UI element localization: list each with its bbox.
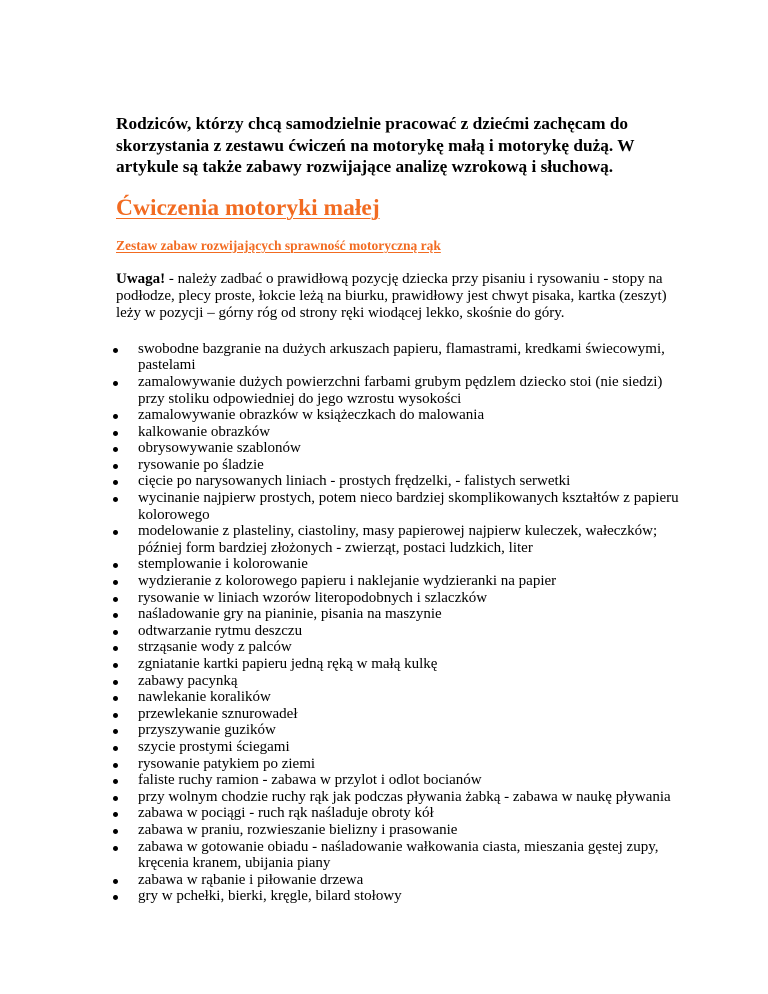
list-item (116, 590, 688, 607)
list-item (116, 656, 688, 673)
list-item-text: naśladowanie gry na pianinie, pisania na maszynie (138, 606, 442, 623)
list-item (116, 440, 688, 457)
list-item-text: przyszywanie guzików (138, 722, 276, 739)
bullet-icon (113, 812, 118, 817)
list-item (116, 888, 688, 905)
list-item-text: faliste ruchy ramion - zabawa w przylot i odlot bocianów (138, 772, 482, 789)
list-item (116, 523, 688, 556)
list-item-text: nawlekanie koralików (138, 689, 271, 706)
list-item (116, 722, 688, 739)
bullet-icon (113, 663, 118, 668)
list-item-text: przy wolnym chodzie ruchy rąk jak podczas pływania żabką - zabawa w naukę pływania (138, 788, 671, 805)
section-heading-link[interactable]: Ćwiczenia motoryki małej (116, 194, 380, 221)
bullet-icon (113, 563, 118, 568)
list-item-text: strząsanie wody z palców (138, 639, 292, 656)
list-item-text: modelowanie z plasteliny, ciastoliny, masy papierowej najpierw kuleczek, wałeczków; później form bardziej złożonych - zwierząt, postaci ludzkich, liter (138, 523, 658, 556)
bullet-icon (113, 348, 118, 353)
bullet-icon (113, 464, 118, 469)
bullet-icon (113, 597, 118, 602)
exercise-list (116, 341, 688, 905)
list-item-text: stemplowanie i kolorowanie (138, 556, 308, 573)
bullet-icon (113, 713, 118, 718)
bullet-icon (113, 646, 118, 651)
warning-label: Uwaga! (116, 270, 166, 287)
list-item-text: zabawa w rąbanie i piłowanie drzewa (138, 871, 364, 888)
bullet-icon (113, 680, 118, 685)
list-item (116, 789, 688, 806)
list-item (116, 639, 688, 656)
list-item (116, 341, 688, 374)
subsection-heading-link[interactable]: Zestaw zabaw rozwijających sprawność motoryczną rąk (116, 237, 441, 253)
warning-text: - należy zadbać o prawidłową pozycję dziecka przy pisaniu i rysowaniu - stopy na podłodze, plecy proste, łokcie leżą na biurku, prawidłowy jest chwyt pisaka, kartka (zeszyt) leży w pozycji – górny róg od strony ręki wiodącej lekko, skośnie do góry. (116, 270, 667, 322)
list-item-text: odtwarzanie rytmu deszczu (138, 622, 303, 639)
list-item (116, 706, 688, 723)
bullet-icon (113, 447, 118, 452)
list-item-text: wydzieranie z kolorowego papieru i naklejanie wydzieranki na papier (138, 573, 557, 590)
list-item (116, 872, 688, 889)
bullet-icon (113, 729, 118, 734)
bullet-icon (113, 696, 118, 701)
intro-paragraph: Rodziców, którzy chcą samodzielnie pracować z dziećmi zachęcam do skorzystania z zestawu ćwiczeń na motorykę małą i motorykę dużą. W artykule są także zabawy rozwijające analizę wzrokową i słuchową. (116, 114, 635, 176)
bullet-icon (113, 763, 118, 768)
bullet-icon (113, 846, 118, 851)
list-item-text: zgniatanie kartki papieru jedną ręką w małą kulkę (138, 656, 438, 672)
warning-paragraph (116, 271, 688, 323)
bullet-icon (113, 414, 118, 419)
bullet-icon (113, 381, 118, 386)
bullet-icon (113, 630, 118, 635)
bullet-icon (113, 530, 118, 535)
list-item-text: rysowanie w liniach wzorów literopodobnych i szlaczków (138, 589, 488, 606)
list-item (116, 573, 688, 590)
bullet-icon (113, 779, 118, 784)
list-item-text: kalkowanie obrazków (138, 423, 271, 440)
bullet-icon (113, 480, 118, 485)
list-item (116, 473, 688, 490)
bullet-icon (113, 497, 118, 502)
list-item (116, 407, 688, 424)
list-item (116, 839, 688, 872)
list-item-text: cięcie po narysowanych liniach - prostych frędzelki, - falistych serwetki (138, 473, 571, 490)
list-item-text: gry w pchełki, bierki, kręgle, bilard stołowy (138, 888, 402, 905)
list-item-text: obrysowywanie szablonów (138, 440, 301, 457)
list-item (116, 772, 688, 789)
document-page (116, 113, 688, 905)
list-item-text: szycie prostymi ściegami (138, 738, 290, 755)
bullet-icon (113, 613, 118, 618)
list-item-text: swobodne bazgranie na dużych arkuszach papieru, flamastrami, kredkami świecowymi, pastelami (138, 340, 665, 374)
list-item (116, 374, 688, 407)
list-item (116, 424, 688, 441)
list-item (116, 490, 688, 523)
bullet-icon (113, 796, 118, 801)
list-item-text: przewlekanie sznurowadeł (138, 705, 298, 722)
bullet-icon (113, 895, 118, 900)
list-item-text: zamalowywanie obrazków w książeczkach do malowania (138, 407, 485, 424)
list-item (116, 673, 688, 690)
bullet-icon (113, 580, 118, 585)
list-item (116, 606, 688, 623)
bullet-icon (113, 879, 118, 884)
list-item (116, 457, 688, 474)
list-item-text: zabawa w gotowanie obiadu - naśladowanie wałkowania ciasta, mieszania gęstej zupy, kręcenia kranem, ubijania piany (138, 838, 659, 872)
bullet-icon (113, 431, 118, 436)
list-item (116, 556, 688, 573)
list-item (116, 689, 688, 706)
list-item-text: zabawa w praniu, rozwieszanie bielizny i prasowanie (138, 821, 458, 838)
list-item (116, 739, 688, 756)
list-item-text: zabawy pacynką (138, 672, 238, 689)
list-item-text: rysowanie po śladzie (138, 456, 264, 473)
subsection-heading[interactable] (116, 237, 688, 254)
list-item-text: wycinanie najpierw prostych, potem nieco bardziej skomplikowanych kształtów z papieru kolorowego (138, 490, 679, 523)
bullet-icon (113, 829, 118, 834)
list-item (116, 756, 688, 773)
list-item (116, 805, 688, 822)
list-item-text: zabawa w pociągi - ruch rąk naśladuje obroty kół (138, 805, 434, 822)
list-item-text: rysowanie patykiem po ziemi (138, 755, 316, 772)
section-heading[interactable] (116, 194, 688, 222)
list-item (116, 822, 688, 839)
bullet-icon (113, 746, 118, 751)
list-item-text: zamalowywanie dużych powierzchni farbami grubym pędzlem dziecko stoi (nie siedzi) przy stoliku odpowiedniej do jego wzrostu wysokości (138, 373, 663, 407)
list-item (116, 623, 688, 640)
